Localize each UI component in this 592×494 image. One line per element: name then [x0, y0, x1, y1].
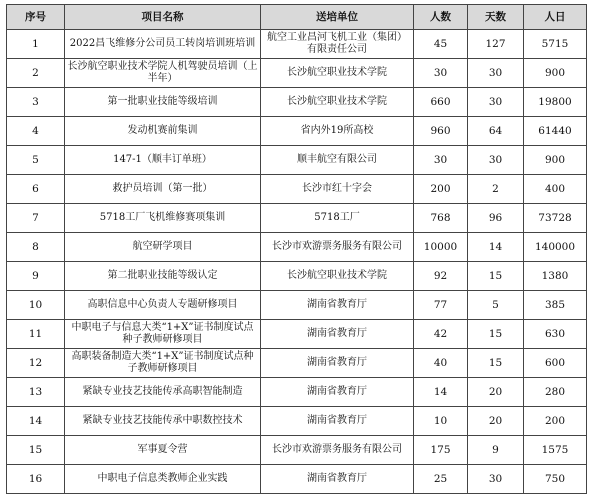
- cell-person-days: 61440: [524, 117, 587, 146]
- cell-days: 64: [468, 117, 524, 146]
- cell-name: 长沙航空职业技术学院人机驾驶员培训（上半年）: [65, 59, 261, 88]
- cell-name: 军事夏令营: [65, 436, 261, 465]
- cell-days: 20: [468, 407, 524, 436]
- cell-name: 147-1（顺丰订单班）: [65, 146, 261, 175]
- cell-unit: 湖南省教育厅: [261, 291, 414, 320]
- cell-people: 92: [414, 262, 468, 291]
- training-table: [6, 4, 587, 494]
- header-days: 天数: [468, 5, 524, 30]
- cell-people: 14: [414, 378, 468, 407]
- cell-people: 200: [414, 175, 468, 204]
- table-row: [7, 88, 587, 117]
- cell-people: 30: [414, 146, 468, 175]
- cell-unit: 湖南省教育厅: [261, 378, 414, 407]
- cell-days: 30: [468, 88, 524, 117]
- cell-unit: 航空工业昌河飞机工业（集团）有限责任公司: [261, 30, 414, 59]
- cell-people: 10: [414, 407, 468, 436]
- table-row: [7, 175, 587, 204]
- cell-people: 30: [414, 59, 468, 88]
- cell-name: 高职装备制造大类“1+X”证书制度试点种子教师研修项目: [65, 349, 261, 378]
- cell-people: 77: [414, 291, 468, 320]
- table-row: [7, 349, 587, 378]
- cell-unit: 顺丰航空有限公司: [261, 146, 414, 175]
- table-row: [7, 262, 587, 291]
- cell-unit: 长沙市欢游票务服务有限公司: [261, 233, 414, 262]
- cell-days: 5: [468, 291, 524, 320]
- table-row: [7, 233, 587, 262]
- cell-name: 中职电子与信息大类“1+X”证书制度试点种子教师研修项目: [65, 320, 261, 349]
- cell-days: 15: [468, 262, 524, 291]
- cell-seq: 11: [7, 320, 65, 349]
- cell-unit: 湖南省教育厅: [261, 320, 414, 349]
- cell-seq: 3: [7, 88, 65, 117]
- cell-name: 紧缺专业技艺技能传承高职智能制造: [65, 378, 261, 407]
- table-row: [7, 378, 587, 407]
- cell-name: 高职信息中心负责人专题研修项目: [65, 291, 261, 320]
- cell-name: 中职电子信息类教师企业实践: [65, 465, 261, 494]
- cell-people: 175: [414, 436, 468, 465]
- cell-people: 660: [414, 88, 468, 117]
- cell-seq: 2: [7, 59, 65, 88]
- header-person-days: 人日: [524, 5, 587, 30]
- cell-days: 2: [468, 175, 524, 204]
- cell-days: 30: [468, 146, 524, 175]
- cell-person-days: 750: [524, 465, 587, 494]
- cell-seq: 10: [7, 291, 65, 320]
- cell-seq: 1: [7, 30, 65, 59]
- cell-unit: 湖南省教育厅: [261, 349, 414, 378]
- cell-person-days: 1575: [524, 436, 587, 465]
- cell-days: 127: [468, 30, 524, 59]
- cell-days: 96: [468, 204, 524, 233]
- cell-seq: 12: [7, 349, 65, 378]
- table-row: [7, 146, 587, 175]
- cell-seq: 6: [7, 175, 65, 204]
- cell-people: 40: [414, 349, 468, 378]
- cell-name: 紧缺专业技艺技能传承中职数控技术: [65, 407, 261, 436]
- table-row: [7, 320, 587, 349]
- table-header-row: [7, 5, 587, 30]
- cell-days: 20: [468, 378, 524, 407]
- table-row: [7, 407, 587, 436]
- table-body: [7, 30, 587, 494]
- table-row: [7, 59, 587, 88]
- cell-person-days: 73728: [524, 204, 587, 233]
- cell-person-days: 5715: [524, 30, 587, 59]
- cell-name: 5718工厂飞机维修赛项集训: [65, 204, 261, 233]
- cell-days: 15: [468, 349, 524, 378]
- cell-name: 第一批职业技能等级培训: [65, 88, 261, 117]
- cell-name: 发动机赛前集训: [65, 117, 261, 146]
- cell-person-days: 900: [524, 146, 587, 175]
- cell-people: 25: [414, 465, 468, 494]
- cell-person-days: 630: [524, 320, 587, 349]
- header-unit: 送培单位: [261, 5, 414, 30]
- cell-unit: 长沙市欢游票务服务有限公司: [261, 436, 414, 465]
- table-row: [7, 291, 587, 320]
- table-row: [7, 30, 587, 59]
- cell-name: 航空研学项目: [65, 233, 261, 262]
- cell-name: 2022昌飞维修分公司员工转岗培训班培训: [65, 30, 261, 59]
- header-people: 人数: [414, 5, 468, 30]
- header-seq: 序号: [7, 5, 65, 30]
- cell-seq: 7: [7, 204, 65, 233]
- table-row: [7, 204, 587, 233]
- table-row: [7, 465, 587, 494]
- cell-person-days: 280: [524, 378, 587, 407]
- cell-person-days: 19800: [524, 88, 587, 117]
- cell-person-days: 400: [524, 175, 587, 204]
- cell-person-days: 385: [524, 291, 587, 320]
- cell-unit: 省内外19所高校: [261, 117, 414, 146]
- cell-seq: 15: [7, 436, 65, 465]
- cell-seq: 5: [7, 146, 65, 175]
- cell-unit: 长沙市红十字会: [261, 175, 414, 204]
- cell-people: 10000: [414, 233, 468, 262]
- cell-seq: 8: [7, 233, 65, 262]
- cell-days: 14: [468, 233, 524, 262]
- cell-person-days: 900: [524, 59, 587, 88]
- cell-person-days: 140000: [524, 233, 587, 262]
- cell-days: 30: [468, 59, 524, 88]
- cell-unit: 5718工厂: [261, 204, 414, 233]
- cell-person-days: 200: [524, 407, 587, 436]
- cell-seq: 9: [7, 262, 65, 291]
- cell-seq: 4: [7, 117, 65, 146]
- cell-unit: 长沙航空职业技术学院: [261, 88, 414, 117]
- header-name: 项目名称: [65, 5, 261, 30]
- cell-people: 45: [414, 30, 468, 59]
- cell-days: 15: [468, 320, 524, 349]
- cell-days: 30: [468, 465, 524, 494]
- cell-people: 768: [414, 204, 468, 233]
- cell-unit: 长沙航空职业技术学院: [261, 262, 414, 291]
- cell-name: 第二批职业技能等级认定: [65, 262, 261, 291]
- cell-seq: 13: [7, 378, 65, 407]
- cell-unit: 湖南省教育厅: [261, 407, 414, 436]
- cell-seq: 14: [7, 407, 65, 436]
- cell-unit: 长沙航空职业技术学院: [261, 59, 414, 88]
- cell-people: 42: [414, 320, 468, 349]
- cell-seq: 16: [7, 465, 65, 494]
- cell-people: 960: [414, 117, 468, 146]
- cell-unit: 湖南省教育厅: [261, 465, 414, 494]
- table-row: [7, 117, 587, 146]
- cell-name: 救护员培训（第一批）: [65, 175, 261, 204]
- cell-person-days: 600: [524, 349, 587, 378]
- table-row: [7, 436, 587, 465]
- cell-days: 9: [468, 436, 524, 465]
- cell-person-days: 1380: [524, 262, 587, 291]
